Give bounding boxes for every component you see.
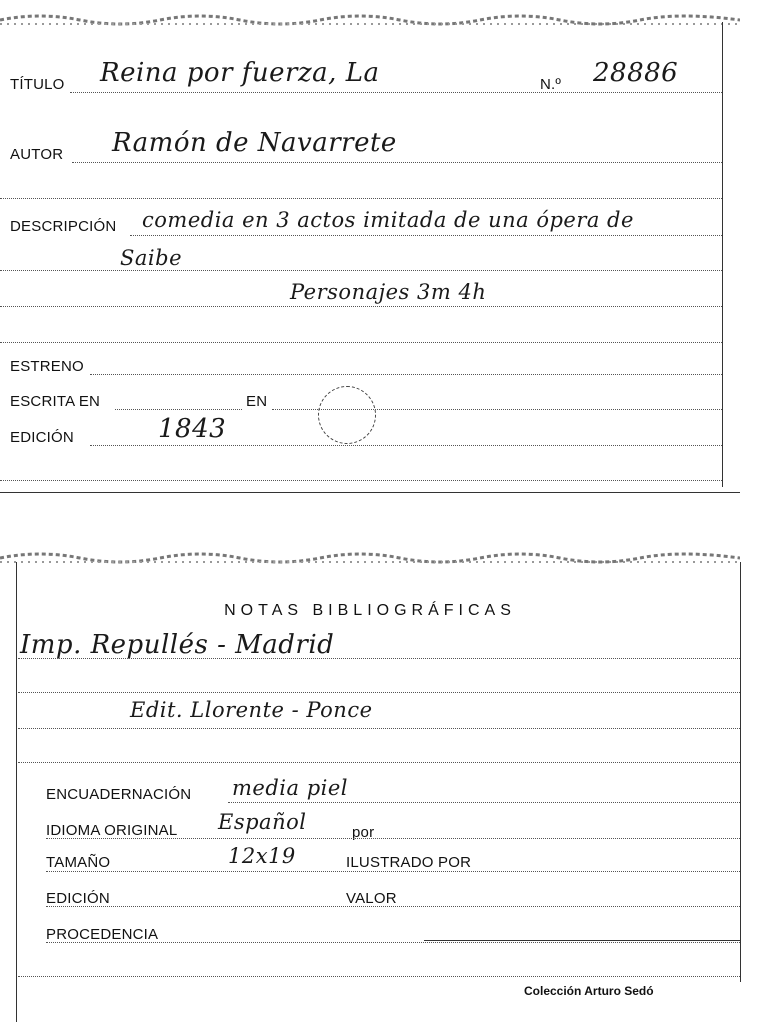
estreno-line: [90, 374, 722, 375]
blank-line: [0, 198, 722, 199]
notes-line-2: Edit. Llorente - Ponce: [130, 698, 373, 722]
notes-rule-1: [18, 658, 740, 659]
encuadernacion-value: media piel: [232, 776, 348, 800]
footer-rule: [18, 976, 740, 977]
numero-value: 28886: [593, 58, 679, 88]
estreno-label: ESTRENO: [10, 358, 84, 375]
notes-rule-2: [18, 692, 740, 693]
numero-label: N.º: [540, 76, 562, 93]
torn-edge-texture: [0, 546, 740, 572]
edicion-value: 1843: [158, 414, 227, 444]
descripcion-value-1: comedia en 3 actos imitada de una ópera de: [142, 208, 634, 232]
card-right-edge: [740, 562, 741, 982]
edicion-line: [90, 445, 722, 446]
catalog-card-top: [0, 0, 740, 495]
ilustrado-label: ILUSTRADO POR: [346, 854, 472, 871]
descripcion-line-2: [0, 270, 722, 271]
catalog-card-bottom: [0, 540, 740, 1028]
stamp-mark: [318, 386, 376, 444]
card-right-edge: [722, 22, 723, 487]
autor-line: [72, 162, 722, 163]
tamano-label: TAMAÑO: [46, 854, 111, 871]
bottom-line: [0, 480, 722, 481]
card-left-edge: [16, 562, 17, 1022]
procedencia-solid: [424, 940, 740, 941]
titulo-value: Reina por fuerza, La: [100, 58, 380, 88]
descripcion-line-1: [130, 235, 722, 236]
edicion-label: EDICIÓN: [46, 890, 110, 907]
notes-rule-3: [18, 728, 740, 729]
idioma-line: [46, 838, 740, 839]
idioma-label: IDIOMA ORIGINAL: [46, 822, 178, 839]
valor-label: VALOR: [346, 890, 397, 907]
idioma-value: Español: [218, 810, 307, 834]
tamano-line: [46, 871, 740, 872]
notes-rule-4: [18, 762, 740, 763]
notas-heading: NOTAS BIBLIOGRÁFICAS: [224, 602, 516, 619]
encuadernacion-line: [228, 802, 740, 803]
procedencia-line: [46, 942, 740, 943]
tamano-value: 12x19: [228, 844, 296, 868]
titulo-label: TÍTULO: [10, 76, 65, 93]
descripcion-line-3: [0, 306, 722, 307]
por-label: por: [352, 824, 375, 841]
escrita-line: [115, 409, 242, 410]
procedencia-label: PROCEDENCIA: [46, 926, 159, 943]
encuadernacion-label: ENCUADERNACIÓN: [46, 786, 192, 803]
torn-edge-texture: [0, 6, 740, 32]
edicion-line: [46, 906, 740, 907]
autor-label: AUTOR: [10, 146, 64, 163]
descripcion-line-4: [0, 342, 722, 343]
descripcion-value-2: Saibe: [120, 246, 182, 270]
coleccion-footer: Colección Arturo Sedó: [524, 984, 654, 998]
autor-value: Ramón de Navarrete: [112, 128, 397, 158]
titulo-line: [70, 92, 722, 93]
edicion-label: EDICIÓN: [10, 429, 74, 446]
descripcion-value-3: Personajes 3m 4h: [290, 280, 487, 304]
escrita-label: ESCRITA EN: [10, 393, 101, 410]
descripcion-label: DESCRIPCIÓN: [10, 218, 117, 235]
card-bottom-edge: [0, 492, 740, 493]
en-label: EN: [246, 393, 268, 410]
notes-line-1: Imp. Repullés - Madrid: [20, 630, 335, 660]
